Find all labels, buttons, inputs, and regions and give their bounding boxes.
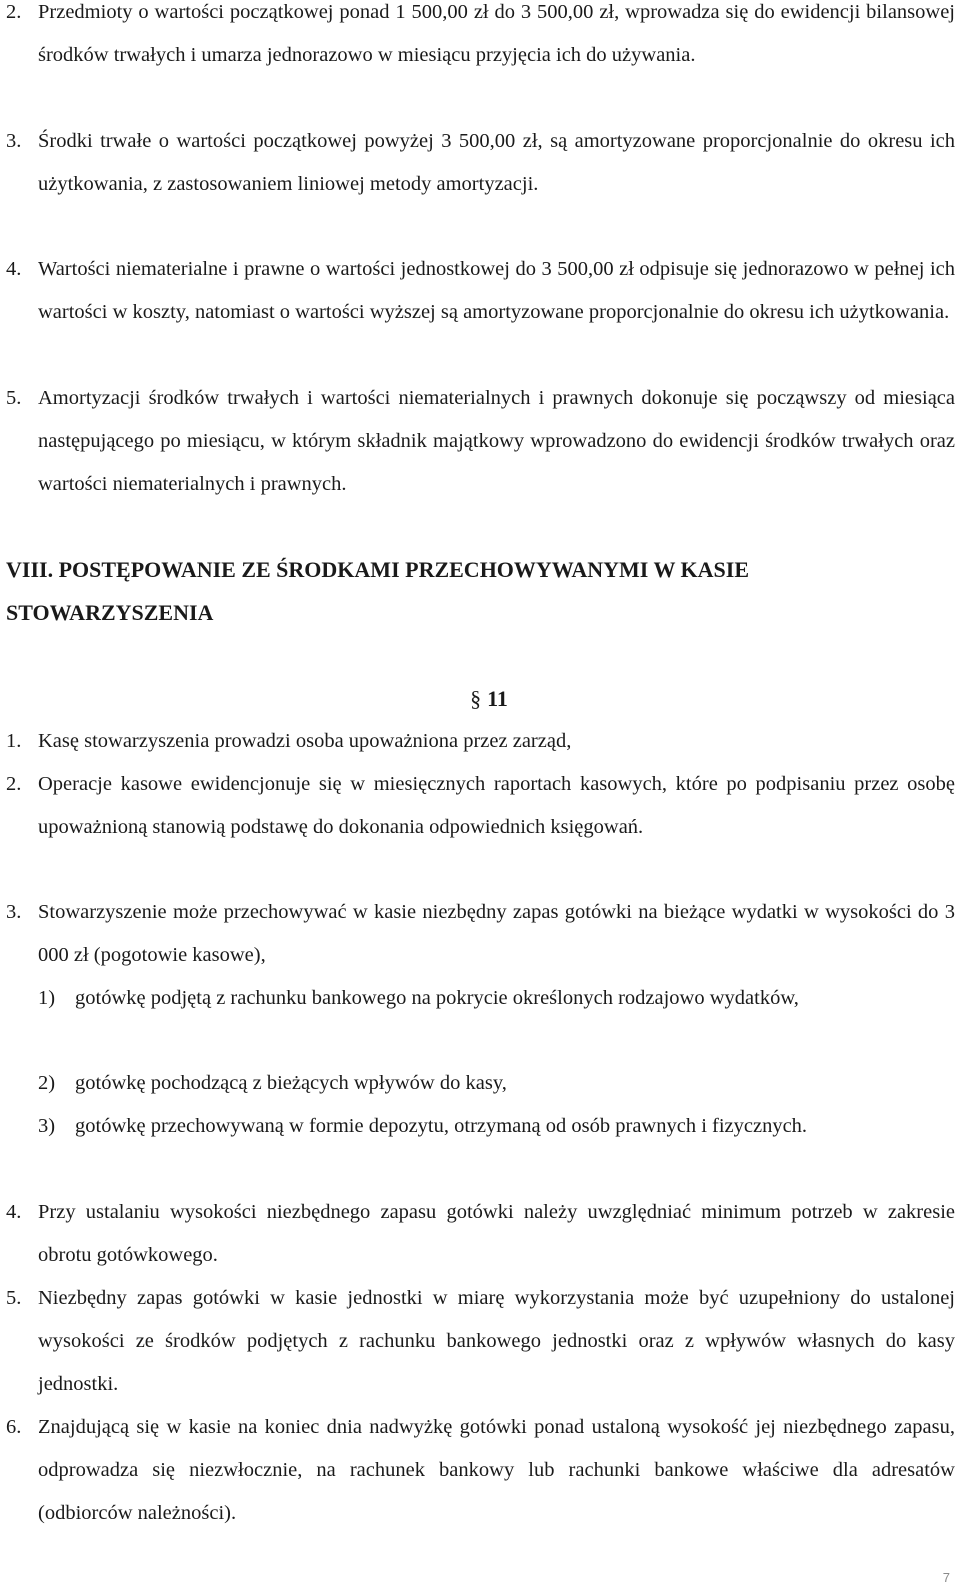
list-item bbox=[0, 1406, 955, 1535]
sub-list-item bbox=[38, 1062, 955, 1105]
list-item bbox=[0, 1191, 955, 1277]
list-item bbox=[0, 891, 955, 977]
item-text: Amortyzacji środków trwałych i wartości niematerialnych i prawnych dokonuje się począwszy od miesiąca następującego po miesiącu, w którym składnik majątkowy wprowadzono do ewidencji środków trwałych oraz wartości niematerialnych i prawnych. bbox=[38, 387, 955, 495]
sub-list-item bbox=[38, 977, 955, 1020]
item-number: 5. bbox=[6, 387, 22, 409]
list-item bbox=[0, 763, 955, 849]
list-item bbox=[0, 377, 955, 506]
item-number: 2. bbox=[6, 1, 22, 23]
item-number: 3. bbox=[6, 130, 22, 152]
sub-item-number: 3) bbox=[38, 1115, 56, 1137]
item-text: Przedmioty o wartości początkowej ponad 1 500,00 zł do 3 500,00 zł, wprowadza się do ewidencji bilansowej środków trwałych i umarza jednorazowo w miesiącu przyjęcia ich do używania. bbox=[38, 1, 955, 66]
list-item bbox=[0, 1277, 955, 1406]
section-heading-line1: VIII. POSTĘPOWANIE ZE ŚRODKAMI PRZECHOWYWANYMI W KASIE bbox=[6, 557, 750, 582]
sub-list-item bbox=[38, 1105, 955, 1148]
list-item bbox=[0, 720, 955, 763]
item-text: Wartości niematerialne i prawne o wartości jednostkowej do 3 500,00 zł odpisuje się jednorazowo w pełnej ich wartości w koszty, natomiast o wartości wyższej są amortyzowane proporcjonalnie do okresu ich użytkowania. bbox=[38, 258, 955, 323]
item-text: Niezbędny zapas gotówki w kasie jednostki w miarę wykorzystania może być uzupełniony do ustalonej wysokości ze środków podjętych z rachunku bankowego jednostki oraz z wpływów własnych do kasy jednostki. bbox=[38, 1287, 955, 1395]
item-number: 5. bbox=[6, 1287, 22, 1309]
item-number: 3. bbox=[6, 901, 22, 923]
list-item bbox=[0, 0, 955, 77]
sub-item-number: 1) bbox=[38, 987, 56, 1009]
section-heading-line2: STOWARZYSZENIA bbox=[6, 600, 214, 625]
item-number: 4. bbox=[6, 258, 22, 280]
paragraph-number-value: 11 bbox=[487, 686, 508, 711]
sub-item-number: 2) bbox=[38, 1072, 56, 1094]
item-text: Przy ustalaniu wysokości niezbędnego zapasu gotówki należy uwzględniać minimum potrzeb w zakresie obrotu gotówkowego. bbox=[38, 1201, 955, 1266]
item-number: 1. bbox=[6, 730, 22, 752]
sub-item-text: gotówkę pochodzącą z bieżących wpływów do kasy, bbox=[75, 1072, 507, 1094]
item-number: 4. bbox=[6, 1201, 22, 1223]
section-heading bbox=[6, 548, 906, 634]
item-text: Znajdującą się w kasie na koniec dnia nadwyżkę gotówki ponad ustaloną wysokość jej niezbędnego zapasu, odprowadza się niezwłocznie, na rachunek bankowy lub rachunki bankowe właściwe dla adresatów (odbiorców należności). bbox=[38, 1416, 955, 1524]
list-item bbox=[0, 120, 955, 206]
sub-item-text: gotówkę podjętą z rachunku bankowego na pokrycie określonych rodzajowo wydatków, bbox=[75, 987, 799, 1009]
page-number: 7 bbox=[942, 1570, 950, 1585]
sub-item-text: gotówkę przechowywaną w formie depozytu, otrzymaną od osób prawnych i fizycznych. bbox=[75, 1115, 808, 1137]
item-number: 6. bbox=[6, 1416, 22, 1438]
item-text: Stowarzyszenie może przechowywać w kasie niezbędny zapas gotówki na bieżące wydatki w wysokości do 3 000 zł (pogotowie kasowe), bbox=[38, 901, 955, 966]
item-text: Kasę stowarzyszenia prowadzi osoba upoważniona przez zarząd, bbox=[38, 730, 572, 752]
item-text: Środki trwałe o wartości początkowej powyżej 3 500,00 zł, są amortyzowane proporcjonalnie do okresu ich użytkowania, z zastosowaniem liniowej metody amortyzacji. bbox=[38, 130, 955, 195]
item-number: 2. bbox=[6, 773, 22, 795]
paragraph-number bbox=[0, 683, 960, 715]
list-item bbox=[0, 248, 955, 334]
section-symbol: § bbox=[470, 686, 482, 711]
item-text: Operacje kasowe ewidencjonuje się w miesięcznych raportach kasowych, które po podpisaniu przez osobę upoważnioną stanowią podstawę do dokonania odpowiednich księgowań. bbox=[38, 773, 955, 838]
